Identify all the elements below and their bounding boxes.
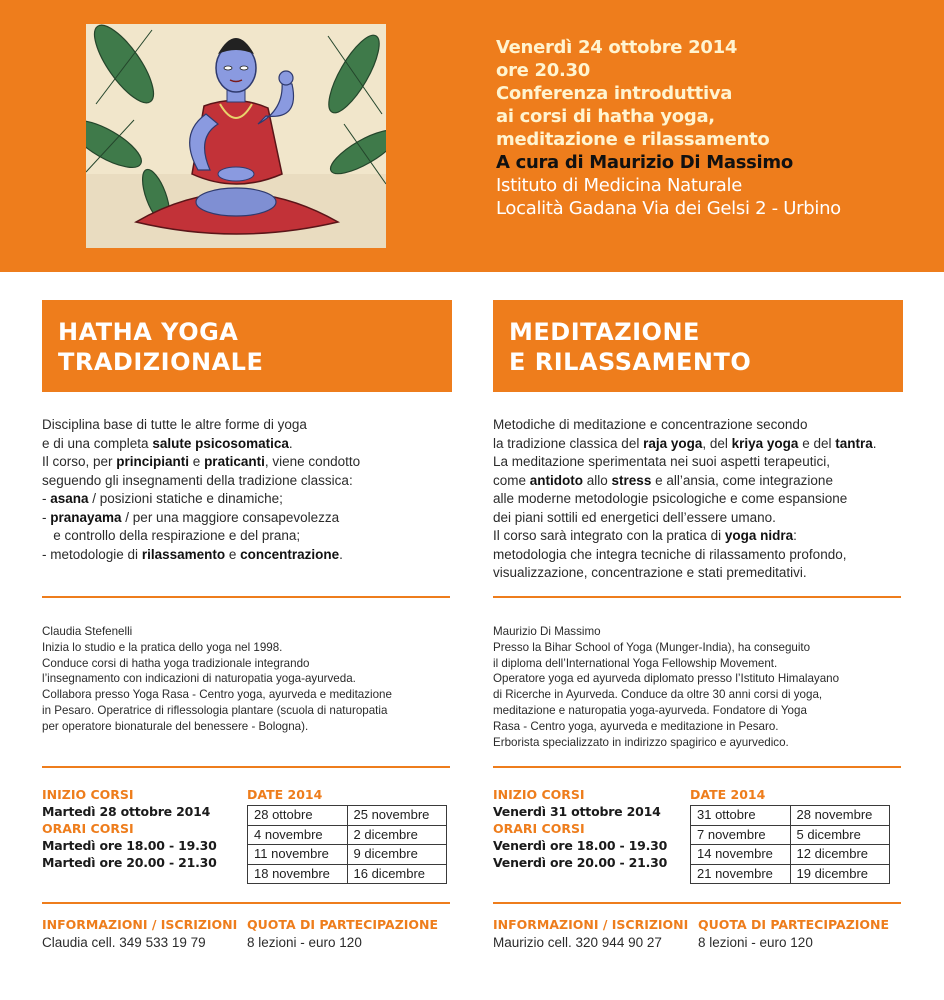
info-contact: Claudia cell. 349 533 19 79	[42, 935, 206, 950]
date-cell: 18 novembre	[248, 864, 348, 884]
course-column-meditazione	[493, 300, 903, 950]
course-title-line2: TRADIZIONALE	[58, 348, 264, 376]
date-cell: 31 ottobre	[691, 806, 791, 826]
bio-line: Operatore yoga ed ayurveda diplomato presso l’Istituto Himalayano	[493, 672, 840, 686]
teacher-name: Claudia Stefenelli	[42, 625, 133, 638]
bio-line: meditazione e naturopatia yoga-ayurveda. Fondatore di Yoga	[493, 703, 807, 717]
bio-line: di Ricerche in Ayurveda. Conduce da oltre 30 anni corsi di yoga,	[493, 688, 823, 702]
table-row	[248, 806, 447, 826]
teacher-bio	[493, 624, 903, 750]
start-value: Martedì 28 ottobre 2014	[42, 804, 211, 819]
description-line: come antidoto allo stress e all’ansia, come integrazione	[493, 472, 833, 488]
course-title-box	[493, 300, 903, 392]
table-row	[248, 864, 447, 884]
bio-line: Erborista specializzato in indirizzo spagirico e ayurvedico.	[493, 735, 789, 749]
course-description	[493, 416, 903, 583]
divider	[42, 766, 450, 768]
date-cell: 25 novembre	[347, 806, 447, 826]
table-row	[248, 825, 447, 845]
description-line: Metodiche di meditazione e concentrazione secondo	[493, 417, 808, 432]
course-info	[493, 916, 903, 976]
date-cell: 28 ottobre	[248, 806, 348, 826]
info-label: INFORMAZIONI / ISCRIZIONI	[493, 917, 689, 932]
yoga-painting-image	[86, 24, 386, 248]
date-cell: 2 dicembre	[347, 825, 447, 845]
date-cell: 4 novembre	[248, 825, 348, 845]
event-venue: Istituto di Medicina Naturale	[496, 175, 743, 196]
date-cell: 28 novembre	[790, 806, 890, 826]
bio-line: Collabora presso Yoga Rasa - Centro yoga, ayurveda e meditazione	[42, 688, 392, 702]
info-contact: Maurizio cell. 320 944 90 27	[493, 935, 662, 950]
date-cell: 19 dicembre	[790, 864, 890, 884]
date-cell: 11 novembre	[248, 845, 348, 865]
description-line: e di una completa salute psicosomatica.	[42, 435, 293, 451]
dates-table	[247, 805, 447, 884]
start-label: INIZIO CORSI	[42, 787, 134, 802]
divider	[493, 766, 901, 768]
hours-slot: Venerdì ore 18.00 - 19.30	[493, 838, 668, 853]
table-row	[691, 845, 890, 865]
meditating-figure-illustration	[86, 24, 386, 248]
course-schedule	[493, 786, 903, 886]
description-line: - metodologie di rilassamento e concentrazione.	[42, 546, 343, 562]
dates-label: DATE 2014	[690, 787, 766, 802]
table-row	[691, 825, 890, 845]
description-line: Il corso sarà integrato con la pratica di yoga nidra:	[493, 528, 797, 543]
bio-line: Inizia lo studio e la pratica dello yoga nel 1998.	[42, 640, 283, 654]
event-title-line2: ai corsi di hatha yoga,	[496, 106, 715, 127]
hours-slot: Venerdì ore 20.00 - 21.30	[493, 855, 668, 870]
course-title-box	[42, 300, 452, 392]
event-date: Venerdì 24 ottobre 2014	[496, 37, 738, 58]
date-cell: 5 dicembre	[790, 825, 890, 845]
hours-label: ORARI CORSI	[493, 821, 585, 836]
bio-line: Presso la Bihar School of Yoga (Munger-India), ha conseguito	[493, 640, 811, 654]
fee-label: QUOTA DI PARTECIPAZIONE	[247, 917, 439, 932]
date-cell: 12 dicembre	[790, 845, 890, 865]
date-cell: 9 dicembre	[347, 845, 447, 865]
course-info	[42, 916, 452, 976]
course-schedule	[42, 786, 452, 886]
description-line: Disciplina base di tutte le altre forme di yoga	[42, 417, 307, 432]
info-label: INFORMAZIONI / ISCRIZIONI	[42, 917, 238, 932]
bio-line: per operatore bionaturale del benessere - Bologna).	[42, 719, 309, 733]
fee-label: QUOTA DI PARTECIPAZIONE	[698, 917, 890, 932]
hours-label: ORARI CORSI	[42, 821, 134, 836]
table-row	[248, 845, 447, 865]
description-line: metodologia che integra tecniche di rilassamento profondo,	[493, 546, 847, 562]
course-description	[42, 416, 452, 564]
bio-line: Conduce corsi di hatha yoga tradizionale integrando	[42, 656, 310, 670]
divider	[42, 902, 450, 904]
event-address: Località Gadana Via dei Gelsi 2 - Urbino	[496, 198, 841, 219]
event-curated-by: A cura di Maurizio Di Massimo	[496, 152, 793, 173]
divider	[493, 902, 901, 904]
table-row	[691, 806, 890, 826]
description-line: e controllo della respirazione e del prana;	[42, 528, 301, 543]
date-cell: 16 dicembre	[347, 864, 447, 884]
teacher-bio	[42, 624, 452, 735]
description-line: - asana / posizioni statiche e dinamiche;	[42, 491, 283, 506]
start-value: Venerdì 31 ottobre 2014	[493, 804, 661, 819]
teacher-name: Maurizio Di Massimo	[493, 625, 601, 638]
course-column-hatha-yoga	[42, 300, 452, 950]
description-line: la tradizione classica del raja yoga, del kriya yoga e del tantra.	[493, 435, 877, 451]
divider	[493, 596, 901, 598]
course-title-line2: E RILASSAMENTO	[509, 348, 752, 376]
hours-slot: Martedì ore 20.00 - 21.30	[42, 855, 217, 870]
description-line: - pranayama / per una maggiore consapevolezza	[42, 509, 340, 525]
bio-line: l’insegnamento con indicazioni di naturopatia yoga-ayurveda.	[42, 672, 356, 686]
description-line: alle moderne metodologie psicologiche e come espansione	[493, 491, 848, 506]
event-time: ore 20.30	[496, 60, 590, 81]
bio-line: il diploma dell’International Yoga Fellowship Movement.	[493, 656, 778, 670]
bio-line: Rasa - Centro yoga, ayurveda e meditazione in Pesaro.	[493, 719, 779, 733]
dates-label: DATE 2014	[247, 787, 323, 802]
description-line: La meditazione sperimentata nei suoi aspetti terapeutici,	[493, 454, 830, 469]
description-line: Il corso, per principianti e praticanti, viene condotto	[42, 454, 361, 469]
description-line: dei piani sottili ed energetici dell’essere umano.	[493, 509, 776, 525]
event-announcement	[496, 36, 936, 220]
date-cell: 7 novembre	[691, 825, 791, 845]
hours-slot: Martedì ore 18.00 - 19.30	[42, 838, 217, 853]
course-title-line1: HATHA YOGA	[58, 318, 239, 346]
fee-value: 8 lezioni - euro 120	[247, 935, 362, 950]
start-label: INIZIO CORSI	[493, 787, 585, 802]
dates-table	[690, 805, 890, 884]
header-banner	[0, 0, 944, 272]
description-line: visualizzazione, concentrazione e stati premeditativi.	[493, 565, 807, 580]
description-line: seguendo gli insegnamenti della tradizione classica:	[42, 472, 353, 488]
bio-line: in Pesaro. Operatrice di riflessologia plantare (scuola di naturopatia	[42, 703, 388, 717]
date-cell: 14 novembre	[691, 845, 791, 865]
event-title-line1: Conferenza introduttiva	[496, 83, 733, 104]
date-cell: 21 novembre	[691, 864, 791, 884]
fee-value: 8 lezioni - euro 120	[698, 935, 813, 950]
course-title-line1: MEDITAZIONE	[509, 318, 700, 346]
divider	[42, 596, 450, 598]
table-row	[691, 864, 890, 884]
event-title-line3: meditazione e rilassamento	[496, 129, 770, 150]
